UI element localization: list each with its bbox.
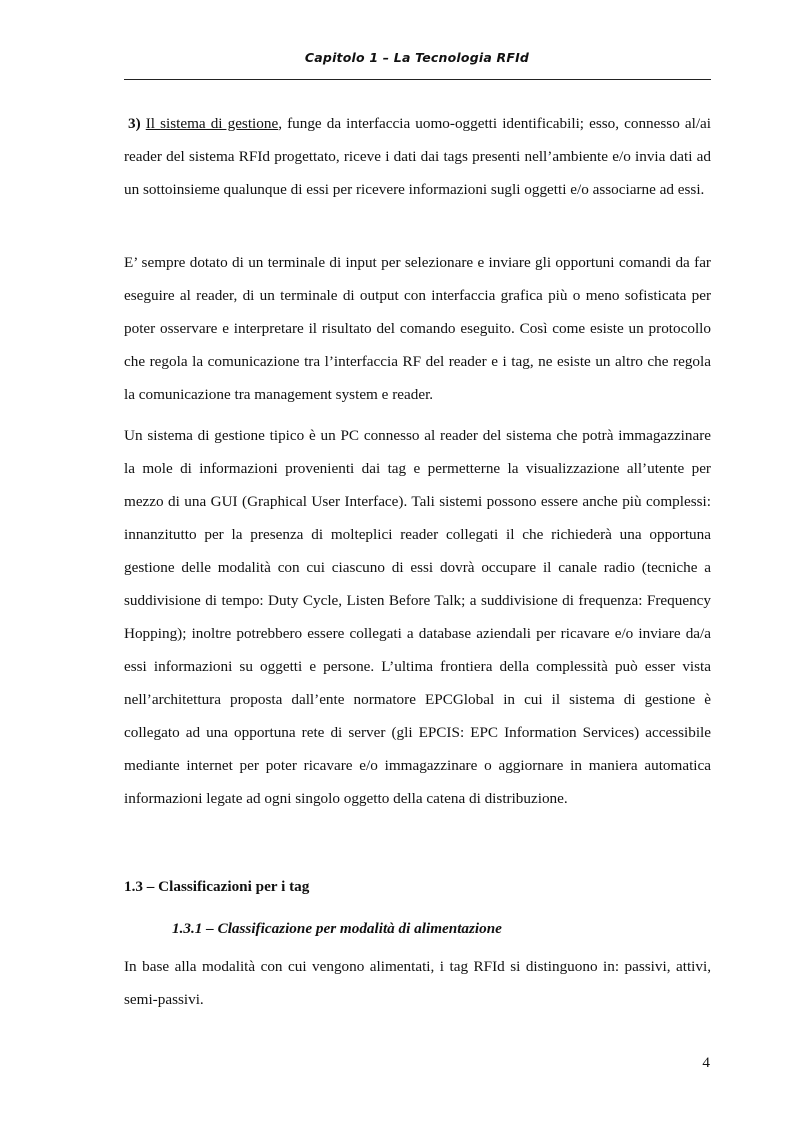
underlined-term: Il sistema di gestione xyxy=(145,115,279,132)
page-number: 4 xyxy=(702,1054,710,1071)
running-header: Capitolo 1 – La Tecnologia RFId xyxy=(304,50,530,65)
subsection-heading: 1.3.1 – Classificazione per modalità di alimentazione xyxy=(172,920,502,937)
paragraph-typical-system: Un sistema di gestione tipico è un PC connesso al reader del sistema che potrà immagazzinare la mole di informazioni provenienti dai tag e permetterne la visualizzazione all’utente per mezzo di una GUI (Graphical User Interface). Tali sistemi possono essere anche più complessi: innanzitutto per la presenza di molteplici reader collegati il che richiederà una opportuna gestione delle modalità con cui ciascuno di essi dovrà occupare il canale radio (tecniche a suddivisione di tempo: Duty Cycle, Listen Before Talk; a suddivisione di frequenza: Frequency Hopping); inoltre potrebbero essere collegati a database aziendali per ricavare e/o inviare da/a essi informazioni su oggetti e persone. L’ultima frontiera della complessità può esser vista nell’architettura proposta dall’ente normatore EPCGlobal in cui il sistema di gestione è collegato ad una opportuna rete di server (gli EPCIS: EPC Information Services) accessibile mediante internet per poter ricavare e/o immagazzinare o aggiornare in maniera automatica informazioni legate ad ogni singolo oggetto della catena di distribuzione. xyxy=(124,427,711,807)
header-rule xyxy=(124,79,711,80)
section-heading: 1.3 – Classificazioni per i tag xyxy=(124,878,310,895)
list-number: 3) xyxy=(128,115,141,132)
paragraph-terminals: E’ sempre dotato di un terminale di input per selezionare e inviare gli opportuni comandi da far eseguire al reader, di un terminale di output con interfaccia grafica più o meno sofisticata per poter osservare e interpretare il risultato del comando eseguito. Così come esiste un protocollo che regola la comunicazione tra l’interfaccia RF del reader e i tag, ne esiste un altro che regola la comunicazione tra management system e reader. xyxy=(124,254,711,403)
paragraph-text: , funge da interfaccia uomo-oggetti identificabili; esso, connesso al/ai reader del sistema RFId progettato, riceve i dati dai tags presenti nell’ambiente e/o invia dati ad un sottoinsieme qualunque di essi per ricevere informazioni sugli oggetti e/o associarne ad essi. xyxy=(124,115,711,198)
paragraph-management-system xyxy=(124,107,711,206)
paragraph-tag-types: In base alla modalità con cui vengono alimentati, i tag RFId si distinguono in: passivi, attivi, semi-passivi. xyxy=(124,958,711,1008)
